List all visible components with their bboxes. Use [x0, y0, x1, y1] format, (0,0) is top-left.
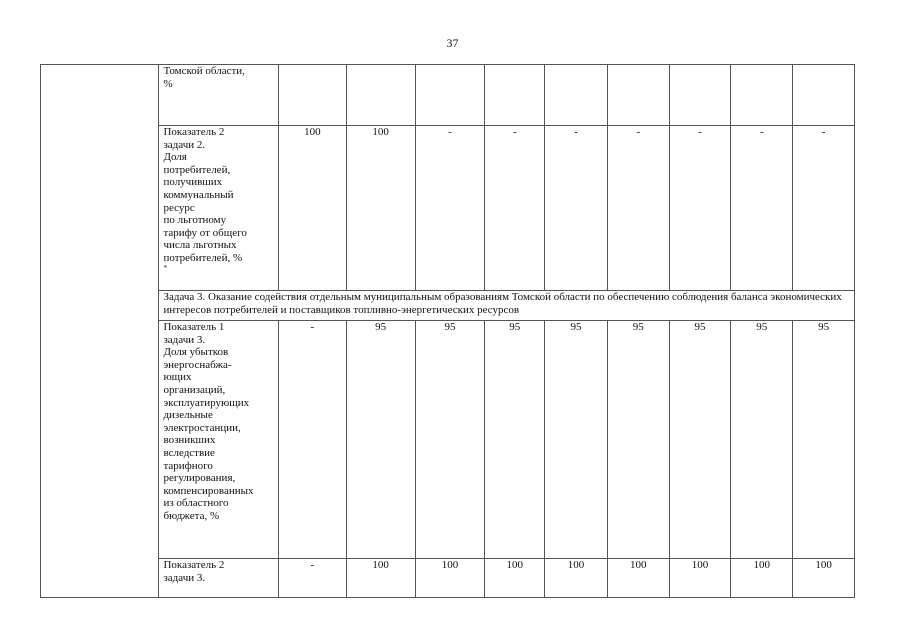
table-row [41, 321, 855, 559]
table-row [41, 291, 855, 321]
value-cell: 95 [793, 321, 855, 559]
value-cell: 100 [793, 559, 855, 598]
value-cell: - [731, 126, 793, 291]
value-cell: - [607, 126, 669, 291]
value-cell [415, 65, 485, 126]
value-cell [278, 65, 346, 126]
page-number: 37 [446, 36, 459, 50]
value-cell: 95 [607, 321, 669, 559]
value-cell: - [545, 126, 608, 291]
indicator-name-cell [159, 126, 278, 291]
value-cell: 100 [607, 559, 669, 598]
value-cell: 100 [415, 559, 485, 598]
value-cell [607, 65, 669, 126]
blank-cell [41, 65, 159, 598]
value-cell: - [278, 321, 346, 559]
value-cell: 100 [346, 126, 415, 291]
indicators-table [40, 64, 855, 598]
value-cell: - [669, 126, 731, 291]
value-cell: 95 [485, 321, 545, 559]
value-cell [346, 65, 415, 126]
value-cell: 100 [485, 559, 545, 598]
value-cell: 95 [545, 321, 608, 559]
value-cell: 100 [278, 126, 346, 291]
value-cell: 95 [415, 321, 485, 559]
indicator-name: Показатель 2 задачи 2. Доля потребителей, получивших коммунальный ресурс по льготному тарифу от общего числа льготных потребителей, % [163, 126, 247, 264]
value-cell: - [793, 126, 855, 291]
value-cell: 100 [731, 559, 793, 598]
value-cell: 95 [669, 321, 731, 559]
value-cell: 95 [731, 321, 793, 559]
value-cell: 95 [346, 321, 415, 559]
value-cell: - [415, 126, 485, 291]
table-row [41, 559, 855, 598]
value-cell [669, 65, 731, 126]
value-cell: 100 [346, 559, 415, 598]
value-cell [545, 65, 608, 126]
footnote-mark: * [163, 263, 167, 272]
value-cell: 100 [669, 559, 731, 598]
value-cell [793, 65, 855, 126]
value-cell: - [485, 126, 545, 291]
value-cell [485, 65, 545, 126]
indicator-name-cell: Показатель 1 задачи 3. Доля убытков энергоснабжа- ющих организаций, эксплуатирующих дизельные электростанции, возникших вследствие тарифного регулирования, компенсированных из областного бюджета, % [159, 321, 278, 559]
value-cell: 100 [545, 559, 608, 598]
value-cell: - [278, 559, 346, 598]
indicator-name-cell: Показатель 2 задачи 3. [159, 559, 278, 598]
table-row [41, 65, 855, 126]
table-row [41, 126, 855, 291]
indicator-name-cell: Томской области, % [159, 65, 278, 126]
task-heading: Задача 3. Оказание содействия отдельным муниципальным образованиям Томской области по обеспечению соблюдения баланса экономических интересов потребителей и поставщиков топливно-энергетических ресурсов [159, 291, 855, 321]
value-cell [731, 65, 793, 126]
